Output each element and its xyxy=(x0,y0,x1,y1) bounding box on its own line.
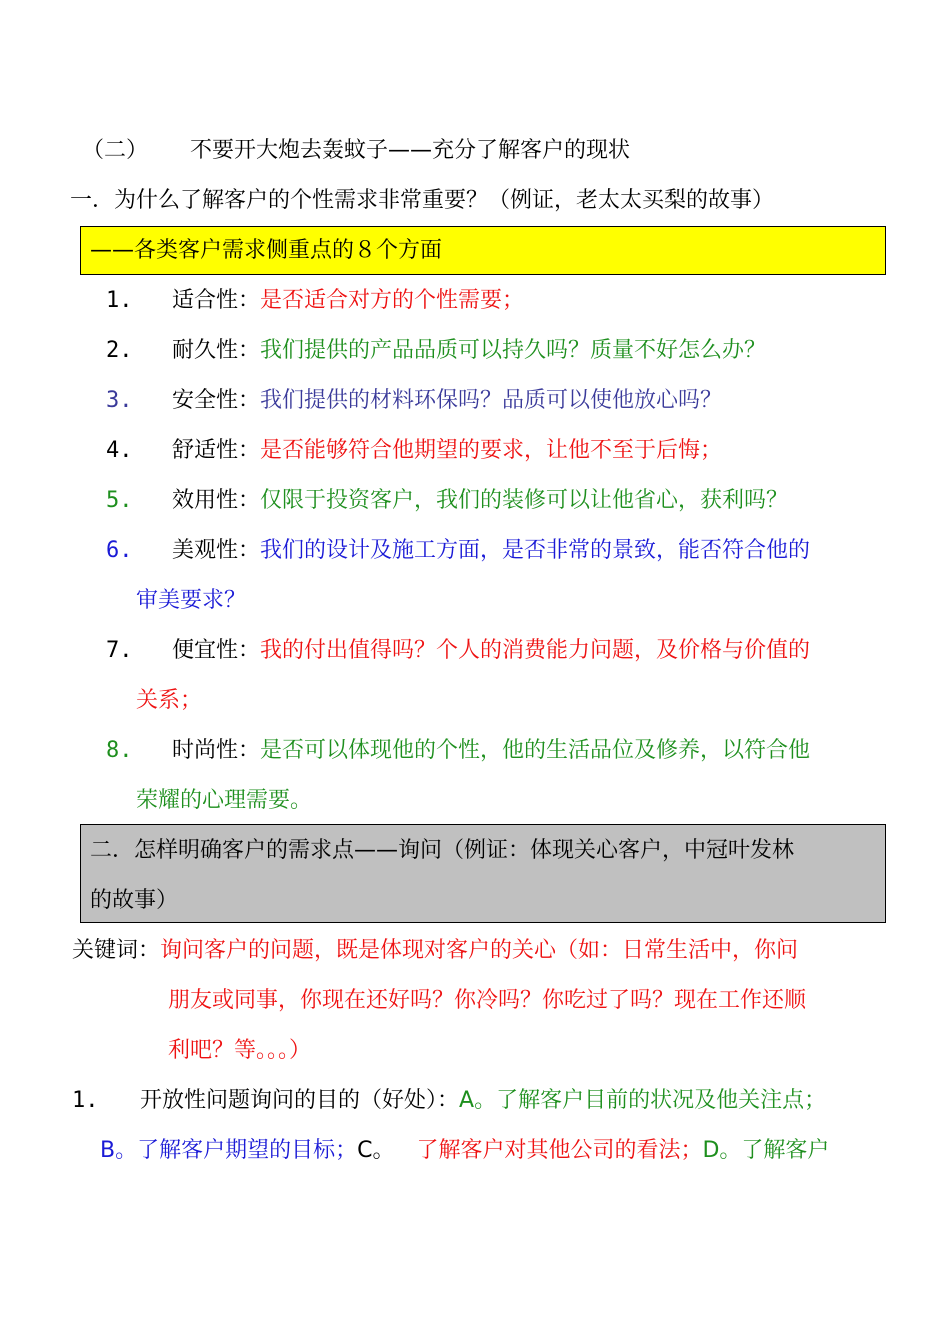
aspect-desc: 是否适合对方的个性需要； xyxy=(260,288,525,313)
open-question-cont xyxy=(100,1136,829,1166)
aspect-name: 效用性： xyxy=(172,488,261,513)
open-question xyxy=(72,1086,826,1116)
aspect-item-7: 7. 便宜性：我的付出值得吗？个人的消费能力问题，及价格与价值的 xyxy=(106,638,811,663)
aspect-desc: 仅限于投资客户，我们的装修可以让他省心，获利吗？ xyxy=(260,488,789,513)
open-question-c-label: C。 xyxy=(357,1138,395,1163)
aspect-name: 美观性： xyxy=(172,538,261,563)
section-heading xyxy=(82,136,630,166)
highlight-gray-line1: 二．怎样明确客户的需求点——询问（例证：体现关心客户，中冠叶发林 xyxy=(90,838,795,863)
aspect-item-8: 8. 时尚性：是否可以体现他的个性，他的生活品位及修养，以符合他 xyxy=(106,738,811,763)
aspect-desc: 我的付出值得吗？个人的消费能力问题，及价格与价值的 xyxy=(260,638,811,663)
keyword-label: 关键词： xyxy=(72,938,161,963)
section-heading-prefix: （二） xyxy=(82,138,149,163)
aspect-name: 舒适性： xyxy=(172,438,261,463)
aspect-item-7-cont: 关系； xyxy=(136,688,203,713)
aspect-item-8-cont: 荣耀的心理需要。 xyxy=(136,788,313,813)
keyword-paragraph xyxy=(72,936,798,966)
question-one: 一．为什么了解客户的个性需求非常重要？（例证，老太太买梨的故事） xyxy=(70,188,775,213)
aspect-desc: 我们的设计及施工方面，是否非常的景致，能否符合他的 xyxy=(260,538,811,563)
open-question-b: B。了解客户期望的目标； xyxy=(100,1138,358,1163)
open-question-text: 开放性问题询问的目的（好处）： xyxy=(140,1088,460,1113)
section-heading-title: 不要开大炮去轰蚊子——充分了解客户的现状 xyxy=(190,138,631,163)
open-question-d: D。了解客户 xyxy=(702,1138,830,1163)
keyword-line1: 询问客户的问题，既是体现对客户的关心（如：日常生活中，你问 xyxy=(160,938,799,963)
aspect-item-6-cont: 审美要求？ xyxy=(136,588,247,613)
aspect-name: 适合性： xyxy=(172,288,261,313)
keyword-line3: 利吧？等。。。） xyxy=(168,1038,312,1063)
highlight-gray-line2: 的故事） xyxy=(90,888,179,913)
keyword-line2: 朋友或同事，你现在还好吗？你冷吗？你吃过了吗？现在工作还顺 xyxy=(168,988,807,1013)
aspect-name: 耐久性： xyxy=(172,338,261,363)
aspect-item-4: 4. 舒适性：是否能够符合他期望的要求，让他不至于后悔； xyxy=(106,438,723,463)
aspect-item-5: 5. 效用性：仅限于投资客户，我们的装修可以让他省心，获利吗？ xyxy=(106,488,789,513)
aspect-item-2: 2. 耐久性：我们提供的产品品质可以持久吗？质量不好怎么办？ xyxy=(106,338,767,363)
aspect-desc: 是否可以体现他的个性，他的生活品位及修养，以符合他 xyxy=(260,738,811,763)
aspect-desc: 我们提供的产品品质可以持久吗？质量不好怎么办？ xyxy=(260,338,767,363)
aspect-item-3: 3. 安全性：我们提供的材料环保吗？品质可以使他放心吗？ xyxy=(106,388,723,413)
aspect-desc: 我们提供的材料环保吗？品质可以使他放心吗？ xyxy=(260,388,723,413)
highlight-yellow-text: ——各类客户需求侧重点的８个方面 xyxy=(90,238,443,263)
aspect-item-1: 1. 适合性：是否适合对方的个性需要； xyxy=(106,288,525,313)
aspect-desc: 是否能够符合他期望的要求，让他不至于后悔； xyxy=(260,438,723,463)
aspect-name: 安全性： xyxy=(172,388,261,413)
aspect-name: 时尚性： xyxy=(172,738,261,763)
open-question-num: 1. xyxy=(72,1088,99,1113)
open-question-a: A。了解客户目前的状况及他关注点； xyxy=(459,1088,827,1113)
open-question-c: 了解客户对其他公司的看法； xyxy=(416,1138,703,1163)
aspect-name: 便宜性： xyxy=(172,638,261,663)
aspect-item-6: 6. 美观性：我们的设计及施工方面，是否非常的景致，能否符合他的 xyxy=(106,538,811,563)
